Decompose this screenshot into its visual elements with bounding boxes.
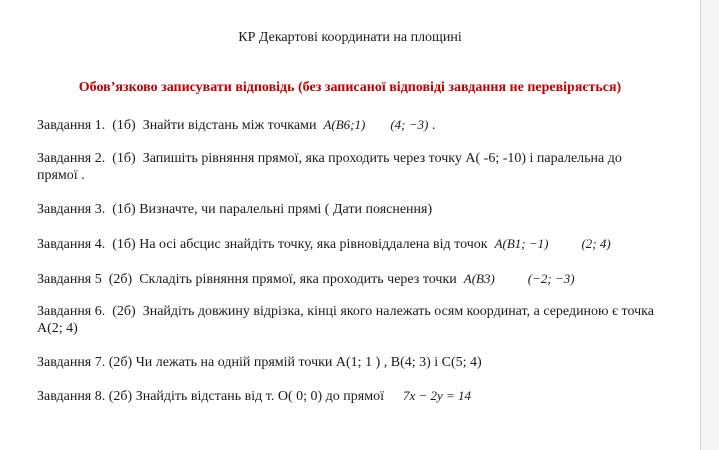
- task-math-2: (2; 4): [581, 236, 611, 251]
- task-math-1: 7x − 2y = 14: [402, 388, 472, 403]
- task-points: (2б): [108, 272, 133, 287]
- task-tail: .: [431, 118, 436, 133]
- task-math-1: A(B3): [463, 271, 495, 286]
- task-label: Завдання 2.: [37, 151, 106, 166]
- task-points: (1б): [112, 237, 136, 252]
- task-text: Складіть рівняння прямої, яка проходить через точки: [139, 272, 457, 287]
- task-7: [37, 354, 687, 371]
- task-text-line2: А(2; 4): [37, 321, 78, 336]
- page-title: КР Декартові координати на площині: [238, 30, 462, 45]
- task-2: [37, 150, 687, 184]
- task-points: (2б): [108, 389, 133, 404]
- task-8: [37, 387, 687, 405]
- task-points: (1б): [112, 151, 136, 166]
- task-text: Знайдіть довжину відрізка, кінці якого належать осям координат, а серединою є точка: [142, 304, 654, 319]
- warning-note: Обов’язково записувати відповідь (без записаної відповіді завдання не перевіряється): [78, 80, 622, 95]
- task-label: Завдання 1.: [37, 118, 106, 133]
- task-1: [37, 116, 687, 134]
- task-points: (2б): [112, 304, 136, 319]
- task-math-2: (4; −3): [390, 117, 429, 132]
- task-label: Завдання 7.: [37, 355, 106, 370]
- task-label: Завдання 5: [37, 272, 102, 287]
- task-text-line2: прямої .: [37, 168, 85, 183]
- task-5: [37, 270, 687, 288]
- task-points: (1б): [112, 202, 136, 217]
- task-math-1: A(B6;1): [323, 117, 366, 132]
- task-text: Чи лежать на одній прямій точки А(1; 1 ) , В(4; 3) і С(5; 4): [135, 355, 482, 370]
- task-points: (2б): [108, 355, 133, 370]
- task-math-2: (−2; −3): [527, 271, 575, 286]
- task-text: Визначте, чи паралельні прямі ( Дати пояснення): [139, 202, 433, 217]
- task-label: Завдання 8.: [37, 389, 106, 404]
- task-4: [37, 235, 687, 253]
- task-text: Знайти відстань між точками: [142, 118, 317, 133]
- task-text: Запишіть рівняння прямої, яка проходить через точку А( -6; -10) і паралельна до: [142, 151, 622, 166]
- task-label: Завдання 3.: [37, 202, 106, 217]
- task-label: Завдання 6.: [37, 304, 106, 319]
- task-3: [37, 201, 687, 218]
- task-math-1: A(B1; −1): [494, 236, 549, 251]
- task-text: Знайдіть відстань від т. О( 0; 0) до прямої: [135, 389, 384, 404]
- task-text: На осі абсцис знайдіть точку, яка рівновіддалена від точок: [139, 237, 488, 252]
- task-label: Завдання 4.: [37, 237, 106, 252]
- task-points: (1б): [112, 118, 136, 133]
- task-6: [37, 303, 687, 337]
